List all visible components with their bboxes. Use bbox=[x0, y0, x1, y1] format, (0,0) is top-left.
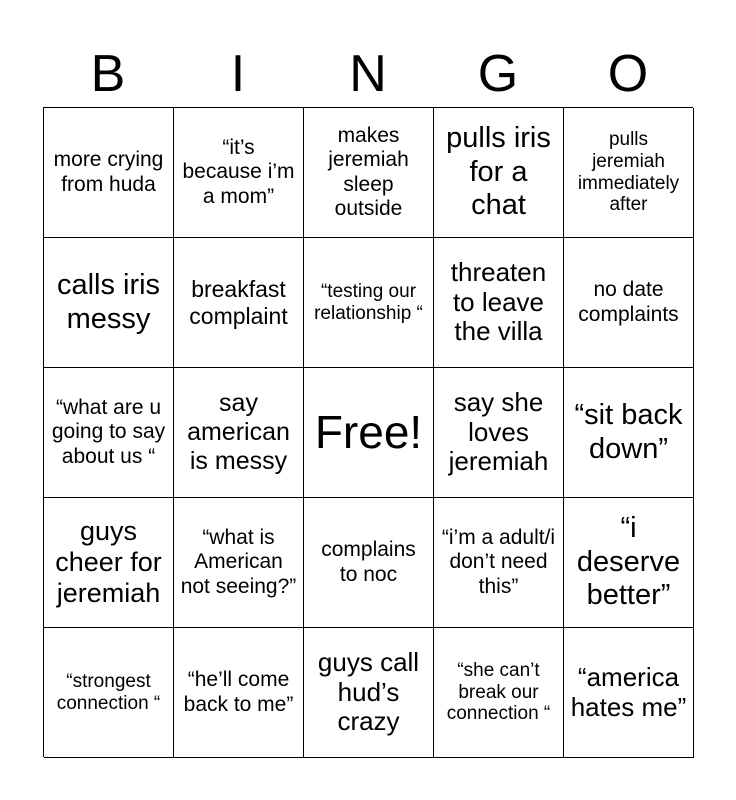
cell-text: “i deserve better” bbox=[576, 512, 681, 612]
bingo-cell-r4c1[interactable] bbox=[44, 498, 174, 628]
cell-text: guys cheer for jeremiah bbox=[55, 515, 162, 609]
cell-text: threaten to leave the villa bbox=[450, 256, 547, 347]
bingo-cell-r2c4[interactable] bbox=[434, 238, 564, 368]
cell-text: “testing our relationship “ bbox=[314, 280, 423, 324]
bingo-cell-r3c1[interactable] bbox=[44, 368, 174, 498]
bingo-cell-r2c2[interactable] bbox=[174, 238, 304, 368]
bingo-cell-r4c3[interactable] bbox=[304, 498, 434, 628]
bingo-cell-r1c1[interactable] bbox=[44, 108, 174, 238]
bingo-cell-r3c4[interactable] bbox=[434, 368, 564, 498]
bingo-cell-r1c5[interactable] bbox=[564, 108, 694, 238]
bingo-cell-r4c2[interactable] bbox=[174, 498, 304, 628]
cell-text: “it’s because i’m a mom” bbox=[182, 136, 295, 208]
bingo-cell-r1c4[interactable] bbox=[434, 108, 564, 238]
bingo-cell-r5c5[interactable] bbox=[564, 628, 694, 758]
bingo-cell-r5c4[interactable] bbox=[434, 628, 564, 758]
cell-text: guys call hud’s crazy bbox=[317, 646, 420, 737]
cell-text: complains to noc bbox=[321, 538, 416, 586]
cell-text: pulls iris for a chat bbox=[446, 122, 551, 222]
cell-text: “she can’t break our connection “ bbox=[446, 659, 551, 725]
bingo-cell-r3c5[interactable] bbox=[564, 368, 694, 498]
cell-text: “strongest connection “ bbox=[56, 670, 161, 714]
bingo-cell-r1c3[interactable] bbox=[304, 108, 434, 238]
cell-text: “sit back down” bbox=[574, 399, 683, 465]
bingo-cell-r5c2[interactable] bbox=[174, 628, 304, 758]
cell-text: no date complaints bbox=[578, 278, 679, 326]
bingo-cell-r4c5[interactable] bbox=[564, 498, 694, 628]
bingo-cell-free[interactable] bbox=[304, 368, 434, 498]
header-letter-o: O bbox=[607, 45, 649, 103]
bingo-cell-r5c1[interactable] bbox=[44, 628, 174, 758]
cell-text: “he’ll come back to me” bbox=[183, 668, 294, 716]
cell-text: more crying from huda bbox=[53, 148, 164, 196]
cell-text: “i’m a adult/i don’t need this” bbox=[441, 526, 556, 598]
header-letter-g: G bbox=[477, 45, 519, 103]
free-space-text: Free! bbox=[314, 406, 423, 459]
header-letter-i: I bbox=[230, 45, 246, 103]
cell-text: “what is American not seeing?” bbox=[180, 526, 297, 598]
cell-text: calls iris messy bbox=[56, 269, 161, 335]
cell-text: “america hates me” bbox=[570, 661, 687, 722]
bingo-cell-r2c5[interactable] bbox=[564, 238, 694, 368]
bingo-cell-r1c2[interactable] bbox=[174, 108, 304, 238]
bingo-cell-r5c3[interactable] bbox=[304, 628, 434, 758]
header-letter-b: B bbox=[90, 45, 126, 103]
cell-text: breakfast complaint bbox=[189, 276, 288, 329]
bingo-card bbox=[43, 107, 693, 757]
bingo-cell-r2c1[interactable] bbox=[44, 238, 174, 368]
cell-text: “what are u going to say about us “ bbox=[51, 396, 166, 468]
bingo-cell-r3c2[interactable] bbox=[174, 368, 304, 498]
header-letter-n: N bbox=[349, 45, 387, 103]
bingo-cell-r4c4[interactable] bbox=[434, 498, 564, 628]
cell-text: say she loves jeremiah bbox=[448, 386, 549, 477]
cell-text: makes jeremiah sleep outside bbox=[328, 124, 409, 220]
cell-text: pulls jeremiah immediately after bbox=[577, 128, 680, 216]
bingo-header bbox=[43, 40, 693, 108]
bingo-cell-r2c3[interactable] bbox=[304, 238, 434, 368]
cell-text: say american is messy bbox=[187, 389, 290, 475]
